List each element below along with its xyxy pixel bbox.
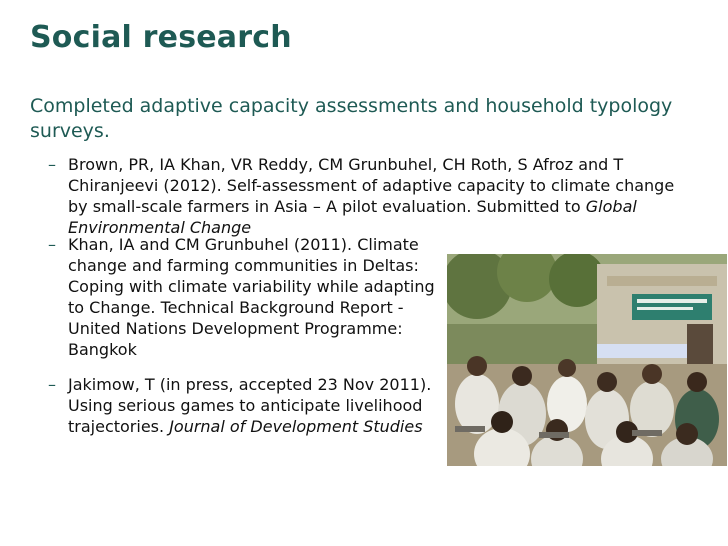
community-meeting-photo: [447, 254, 727, 466]
reference-item: [48, 234, 438, 360]
reference-text: Brown, PR, IA Khan, VR Reddy, CM Grunbuhel, CH Roth, S Afroz and T Chiranjeevi (2012). Self-assessment of adaptive capacity to climate change by small-scale farmers in Asia – A pilot evaluation. Submitted to: [68, 155, 675, 216]
photo-illustration: [447, 254, 727, 466]
reference-text: Khan, IA and CM Grunbuhel (2011). Climate change and farming communities in Deltas: Coping with climate variability while adapting to Change. Technical Background Report - United Nations Development Programme: Bangkok: [68, 235, 435, 359]
bullet-dash: –: [48, 235, 56, 254]
page-title: Social research: [30, 20, 292, 55]
reference-item: [48, 374, 438, 437]
reference-item: [48, 154, 698, 238]
bullet-dash: –: [48, 155, 56, 174]
bullet-dash: –: [48, 375, 56, 394]
reference-text: Jakimow, T (in press, accepted 23 Nov 2011). Using serious games to anticipate livelihood trajectories.: [68, 375, 432, 436]
lead-text: Completed adaptive capacity assessments and household typology surveys.: [30, 95, 673, 142]
reference-journal: Global Environmental Change: [68, 197, 637, 237]
reference-journal: Journal of Development Studies: [169, 417, 423, 436]
